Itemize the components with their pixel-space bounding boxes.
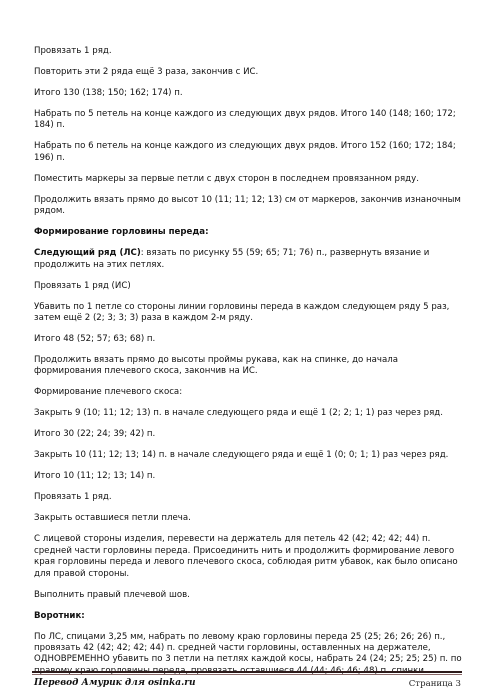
paragraph-text: Повторить эти 2 ряда ещё 3 раза, закончив с ИС.	[34, 67, 259, 77]
paragraph-text: С лицевой стороны изделия, перевести на держатель для петель 42 (42; 42; 42; 44) п. средней части горловины переда. Присоединить нить и продолжить формирование левого края горловины переда и левого плечевого скоса, соблюдая ритм убавок, как было описано для правой стороны.	[34, 534, 458, 579]
paragraph	[34, 534, 464, 580]
paragraph	[34, 355, 464, 378]
paragraph-text: Набрать по 6 петель на конце каждого из следующих двух рядов. Итого 152 (160; 172; 184; 196) п.	[34, 141, 456, 163]
paragraph	[34, 471, 464, 482]
footer-rule-secondary	[32, 674, 462, 675]
paragraph	[34, 429, 464, 440]
paragraph	[34, 141, 464, 164]
paragraph	[34, 174, 464, 185]
paragraph-text: Закрыть оставшиеся петли плеча.	[34, 513, 191, 524]
paragraph-text: По ЛС, спицами 3,25 мм, набрать по левому краю горловины переда 25 (25; 26; 26; 26) п., провязать 42 (42; 42; 42; 44) п. средней части горловины, оставленных на держателе, ОДНОВРЕМЕННО убавить по 3 петли на петлях каждой косы, набрать 24 (24; 25; 25; 25) п. по	[34, 631, 462, 665]
paragraph-text: Формирование горловины переда:	[34, 227, 209, 238]
paragraph	[34, 195, 464, 218]
page-content	[34, 46, 464, 687]
paragraph	[34, 302, 464, 325]
section-heading	[34, 611, 464, 622]
paragraph	[34, 590, 464, 601]
paragraph	[34, 387, 464, 398]
footer-rule	[32, 671, 462, 673]
paragraph-text: Провязать 1 ряд.	[34, 492, 112, 503]
paragraph-text: Итого 48 (52; 57; 63; 68) п.	[34, 334, 156, 345]
paragraph	[34, 281, 464, 292]
paragraph-text: Итого 30 (22; 24; 39; 42) п.	[34, 429, 156, 440]
paragraph	[34, 67, 464, 78]
page-number: Страница 3	[408, 679, 461, 689]
paragraph-text: Закрыть 10 (11; 12; 13; 14) п. в начале следующего ряда и ещё 1 (0; 0; 1; 1) раз через ряд.	[34, 450, 449, 461]
paragraph	[34, 450, 464, 461]
paragraph-text: Продолжить вязать прямо до высоты проймы рукава, как на спинке, до начала формирования плечевого скоса, закончив на ИС.	[34, 355, 398, 377]
paragraph-text: Провязать 1 ряд (ИС)	[34, 280, 131, 291]
paragraph-text: Воротник:	[34, 610, 85, 621]
paragraph-text: Закрыть 9 (10; 11; 12; 13) п. в начале следующего ряда и ещё 1 (2; 2; 1; 1) раз через ряд.	[34, 408, 443, 419]
paragraph-text: Провязать 1 ряд.	[34, 46, 112, 56]
paragraph-text: Формирование плечевого скоса:	[34, 387, 183, 398]
paragraph-text: Выполнить правый плечевой шов.	[34, 589, 190, 600]
paragraph	[34, 248, 464, 271]
paragraph	[34, 46, 464, 57]
paragraph-text: : вязать по рисунку 55 (59; 65; 71; 76) п., развернуть вязание и продолжить на этих петлях.	[34, 248, 430, 270]
section-heading	[34, 227, 464, 238]
paragraph-lead: Следующий ряд (ЛС)	[34, 248, 141, 259]
paragraph-text: Итого 130 (138; 150; 162; 174) п.	[34, 88, 183, 98]
paragraph-text: Поместить маркеры за первые петли с двух сторон в последнем провязанном ряду.	[34, 173, 419, 184]
footer-credit: Перевод Амурик для osinka.ru	[34, 678, 196, 688]
paragraph	[34, 492, 464, 503]
paragraph-text: Убавить по 1 петле со стороны линии горловины переда в каждом следующем ряду 5 раз, затем ещё 2 (2; 3; 3; 3) раза в каждом 2-м ряду.	[34, 301, 450, 324]
paragraph	[34, 88, 464, 99]
paragraph-text: Итого 10 (11; 12; 13; 14) п.	[34, 471, 156, 482]
paragraph	[34, 334, 464, 345]
paragraph	[34, 513, 464, 524]
paragraph	[34, 408, 464, 419]
paragraph-text: Набрать по 5 петель на конце каждого из следующих двух рядов. Итого 140 (148; 160; 172; 184) п.	[34, 109, 456, 131]
paragraph-text: Продолжить вязать прямо до высот 10 (11; 11; 12; 13) см от маркеров, закончив изнаночным рядом.	[34, 194, 461, 217]
paragraph	[34, 109, 464, 132]
